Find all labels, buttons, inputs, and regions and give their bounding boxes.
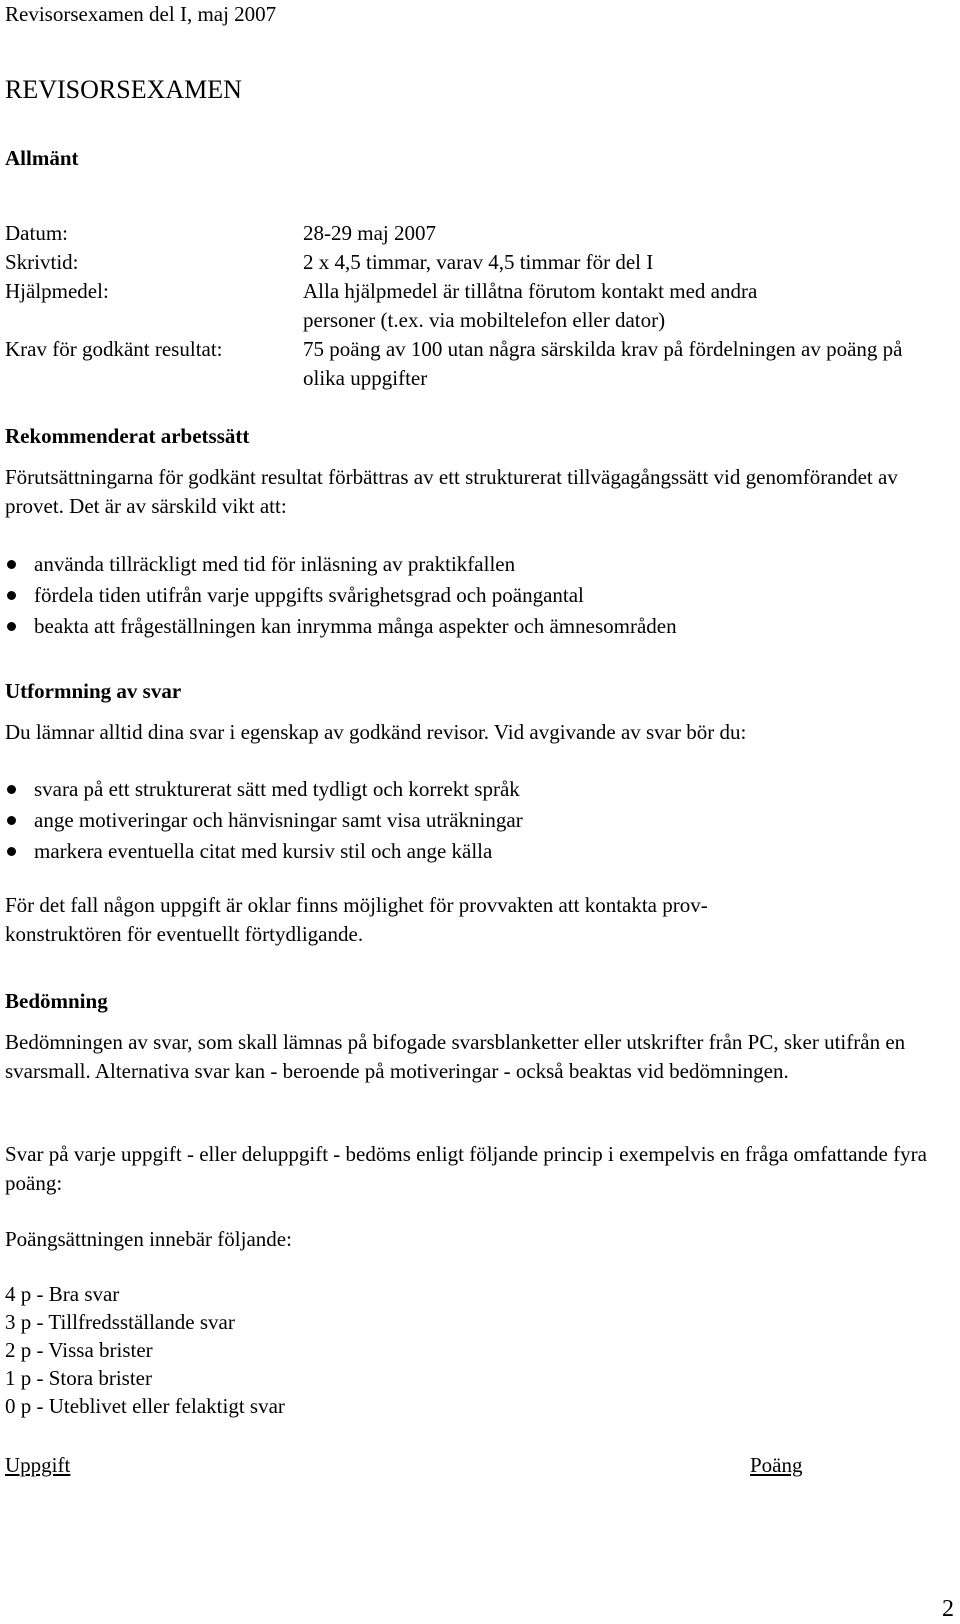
bedomning-paragraph-1: Bedömningen av svar, som skall lämnas på bifogade svarsblanketter eller utskrifter från PC, sker utifrån en svarsmall. Alternativa svar kan - beroende på motiveringar - också beaktas vid bedömningen. — [5, 1030, 906, 1083]
section-heading-utformning: Utformning av svar — [5, 679, 182, 703]
page-number: 2 — [942, 1596, 954, 1622]
utformning-note-line: För det fall någon uppgift är oklar finns möjlighet för provvakten att kontakta prov- — [5, 893, 708, 917]
list-item — [5, 580, 930, 611]
info-value: 28-29 maj 2007 — [303, 221, 436, 245]
bullet-icon — [7, 622, 16, 631]
points-scale-list — [5, 1280, 285, 1420]
points-scale-item: 4 p - Bra svar — [5, 1282, 120, 1306]
info-row-hjalpmedel — [5, 277, 935, 335]
utformning-bullet-list — [5, 774, 930, 867]
points-scale-item: 2 p - Vissa brister — [5, 1338, 153, 1362]
info-row-datum — [5, 219, 935, 248]
bedomning-paragraph-2: Svar på varje uppgift - eller deluppgift - bedöms enligt följande princip i exempelvis en fråga omfattande fyra poäng: — [5, 1142, 927, 1195]
info-label: Datum: — [5, 221, 68, 245]
info-label: Krav för godkänt resultat: — [5, 337, 223, 361]
info-value: Alla hjälpmedel är tillåtna förutom kontakt med andra personer (t.ex. via mobiltelefon eller dator) — [303, 279, 758, 332]
list-item-text: ange motiveringar och hänvisningar samt visa uträkningar — [34, 808, 523, 832]
list-item-text: beakta att frågeställningen kan inrymma många aspekter och ämnesområden — [34, 614, 677, 638]
bedomning-paragraph-3: Poängsättningen innebär följande: — [5, 1227, 292, 1251]
exam-info-table — [5, 219, 935, 393]
points-scale-item: 0 p - Uteblivet eller felaktigt svar — [5, 1394, 285, 1418]
bullet-icon — [7, 816, 16, 825]
points-scale-item: 1 p - Stora brister — [5, 1366, 152, 1390]
bullet-icon — [7, 560, 16, 569]
bullet-icon — [7, 847, 16, 856]
rekommenderat-intro: Förutsättningarna för godkänt resultat förbättras av ett strukturerat tillvägagångssätt vid genomförandet av provet. Det är av särskild vikt att: — [5, 465, 898, 518]
rekommenderat-bullet-list — [5, 549, 930, 642]
list-item — [5, 549, 930, 580]
column-heading-task: Uppgift — [5, 1453, 71, 1477]
info-label: Hjälpmedel: — [5, 279, 109, 303]
column-heading-points: Poäng — [750, 1453, 803, 1477]
utformning-note — [5, 891, 930, 949]
info-row-krav — [5, 335, 935, 393]
info-label: Skrivtid: — [5, 250, 79, 274]
bullet-icon — [7, 785, 16, 794]
info-value: 75 poäng av 100 utan några särskilda krav på fördelningen av poäng på olika uppgifter — [303, 337, 903, 390]
list-item — [5, 836, 930, 867]
list-item-text: markera eventuella citat med kursiv stil och ange källa — [34, 839, 493, 863]
section-heading-bedomning: Bedömning — [5, 989, 108, 1013]
list-item-text: använda tillräckligt med tid för inläsning av praktikfallen — [34, 552, 516, 576]
list-item-text: fördela tiden utifrån varje uppgifts svårighetsgrad och poängantal — [34, 583, 584, 607]
list-item-text: svara på ett strukturerat sätt med tydligt och korrekt språk — [34, 777, 520, 801]
utformning-note-line: konstruktören för eventuellt förtydligande. — [5, 922, 364, 946]
document-title: REVISORSEXAMEN — [5, 75, 242, 104]
utformning-intro: Du lämnar alltid dina svar i egenskap av godkänd revisor. Vid avgivande av svar bör du: — [5, 720, 747, 744]
running-header: Revisorsexamen del I, maj 2007 — [5, 2, 277, 26]
bullet-icon — [7, 591, 16, 600]
list-item — [5, 774, 930, 805]
list-item — [5, 805, 930, 836]
section-heading-allmant: Allmänt — [5, 146, 79, 170]
info-row-skrivtid — [5, 248, 935, 277]
section-heading-rekommenderat: Rekommenderat arbetssätt — [5, 424, 250, 448]
info-value: 2 x 4,5 timmar, varav 4,5 timmar för del I — [303, 250, 654, 274]
list-item — [5, 611, 930, 642]
points-scale-item: 3 p - Tillfredsställande svar — [5, 1310, 235, 1334]
